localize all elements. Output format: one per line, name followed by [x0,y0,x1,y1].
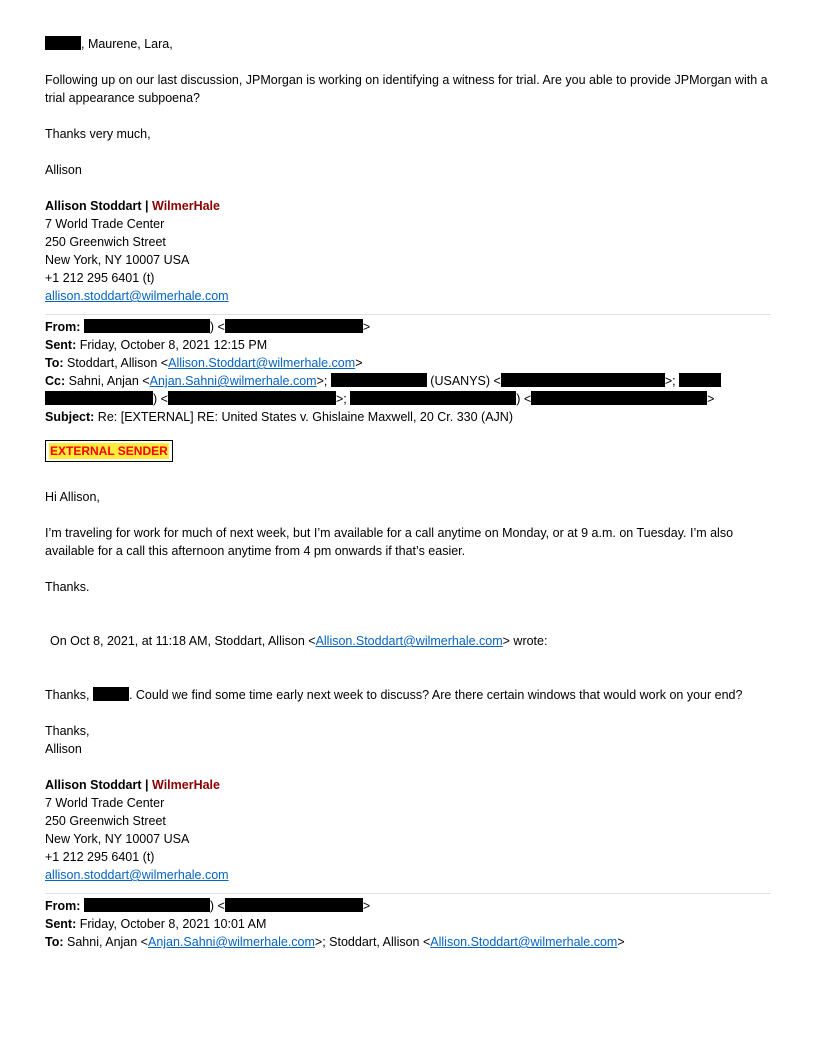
header-separator [45,893,771,894]
phone-number: +1 212 295 6401 (t) [45,271,155,285]
to-end: > [617,935,625,949]
redaction-bar [168,391,336,405]
reply-thanks: Thanks. [45,580,90,594]
message-body: Following up on our last discussion, JPMorgan is working on identifying a witness for trial. Are you able to provide JPMorgan with a trial appearance subpoena? [45,73,768,105]
external-sender-badge [45,440,173,462]
email-link[interactable]: allison.stoddart@wilmerhale.com [45,868,229,882]
quoted-name: Allison [45,742,82,756]
quoted-intro-text: On Oct 8, 2021, at 11:18 AM, Stoddart, Allison < [50,634,316,648]
sent-date: Friday, October 8, 2021 12:15 PM [79,338,268,352]
phone-number: +1 212 295 6401 (t) [45,850,155,864]
external-sender-text: EXTERNAL SENDER [50,444,168,458]
signature-block [45,197,771,305]
redaction-bar [331,373,427,387]
quoted-intro [45,632,771,650]
to-email-link[interactable]: Anjan.Sahni@wilmerhale.com [147,935,315,949]
signature-name: Allison Stoddart [45,199,142,213]
firm-name: WilmerHale [152,199,220,213]
quoted-thanks: Thanks, [45,724,90,738]
sent-date: Friday, October 8, 2021 10:01 AM [79,917,267,931]
redaction-bar [531,391,707,405]
redaction-bar [45,36,81,50]
from-label: From: [45,320,81,334]
to-label: To: [45,935,64,949]
email-link[interactable]: allison.stoddart@wilmerhale.com [45,289,229,303]
cc-label: Cc: [45,374,66,388]
to-name: Stoddart, Allison < [67,356,169,370]
subject-label: Subject: [45,410,95,424]
address-line-2: 250 Greenwich Street [45,235,166,249]
reply-greeting: Hi Allison, [45,490,100,504]
subject-text: Re: [EXTERNAL] RE: United States v. Ghislaine Maxwell, 20 Cr. 330 (AJN) [97,410,513,424]
reply-body: I’m traveling for work for much of next week, but I’m available for a call anytime on Monday, or at 9 a.m. on Tuesday. I’m also available for a call this afternoon anytime from 4 pm onwards if that’s easier. [45,526,734,558]
address-line-1: 7 World Trade Center [45,796,165,810]
header-separator [45,314,771,315]
from-label: From: [45,899,81,913]
to-name: Sahni, Anjan < [67,935,148,949]
redaction-bar [225,898,363,912]
to-email-link[interactable]: Allison.Stoddart@wilmerhale.com [430,935,618,949]
signature-name: Allison Stoddart [45,778,142,792]
greeting-text: , Maurene, Lara, [81,37,173,51]
to-separator: >; Stoddart, Allison < [314,935,431,949]
address-line-1: 7 World Trade Center [45,217,165,231]
cc-email-link[interactable]: Anjan.Sahni@wilmerhale.com [149,374,317,388]
cc-usanys: (USANYS) < [430,374,501,388]
redaction-bar [45,391,153,405]
sent-label: Sent: [45,917,77,931]
cc-name: Sahni, Anjan < [68,374,150,388]
redaction-bar [84,898,210,912]
sender-first-name: Allison [45,163,82,177]
quoted-intro-end: > wrote: [502,634,548,648]
sent-label: Sent: [45,338,77,352]
email-header: From: ) < > Sent: Friday, October 8, 2021 12:15 PM To: Stoddart, Allison <Allison.Stoddart@wilmerhale.com> Cc: Sahni, Anjan <Anjan.Sahni@wilmerhale.com>; (USANYS) < >; ) < >; ) < > Subject: Re: [EXTERNAL] RE: United States v. Ghislaine Maxwell, 20 Cr. 330 (AJN) [45,318,771,426]
to-label: To: [45,356,64,370]
address-line-3: New York, NY 10007 USA [45,832,190,846]
quoted-thanks-prefix: Thanks, [45,688,90,702]
firm-name: WilmerHale [152,778,220,792]
signature-divider: | [145,199,149,213]
redaction-bar [84,319,210,333]
quoted-email-link[interactable]: Allison.Stoddart@wilmerhale.com [315,634,503,648]
redaction-bar [350,391,516,405]
email-document [45,35,771,951]
signature-divider: | [145,778,149,792]
redaction-bar [93,687,129,701]
redaction-bar [679,373,721,387]
quoted-body-text: . Could we find some time early next week to discuss? Are there certain windows that would work on your end? [128,688,743,702]
email-header: From: ) < > Sent: Friday, October 8, 2021 10:01 AM To: Sahni, Anjan <Anjan.Sahni@wilmerhale.com>; Stoddart, Allison <Allison.Stoddart@wilmerhale.com> [45,899,625,949]
to-email-link[interactable]: Allison.Stoddart@wilmerhale.com [168,356,356,370]
address-line-2: 250 Greenwich Street [45,814,166,828]
greeting-line [45,35,771,53]
redaction-bar [225,319,363,333]
redaction-bar [501,373,665,387]
quoted-body [45,686,771,704]
closing-thanks: Thanks very much, [45,127,151,141]
signature-block [45,776,771,884]
address-line-3: New York, NY 10007 USA [45,253,190,267]
